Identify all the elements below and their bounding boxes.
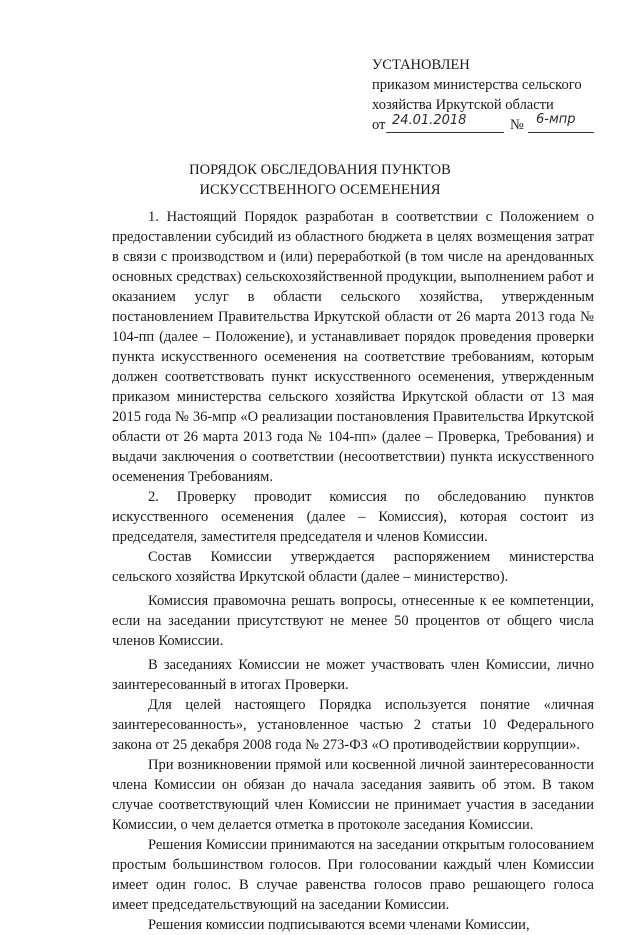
paragraph: Комиссия правомочна решать вопросы, отнесенные к ее компетенции, если на заседании присутствуют не менее 50 процентов от общего числа членов Комиссии.	[112, 593, 594, 649]
stamp-date-row	[372, 112, 622, 135]
stamp-order-line-2: хозяйства Иркутской области	[372, 97, 554, 113]
paragraph: Для целей настоящего Порядка используется понятие «личная заинтересованность», установленное частью 2 статьи 10 Федерального закона от 25 декабря 2008 года № 273-ФЗ «О противодействии коррупции».	[112, 697, 594, 753]
stamp-number-label: №	[510, 117, 524, 133]
stamp-heading: УСТАНОВЛЕН	[372, 57, 470, 73]
stamp-from-label: от	[372, 117, 386, 133]
document-body	[112, 207, 594, 935]
paragraph: В заседаниях Комиссии не может участвовать член Комиссии, лично заинтересованный в итогах Проверки.	[112, 657, 594, 693]
title-line-2: ИСКУССТВЕННОГО ОСЕМЕНЕНИЯ	[199, 182, 441, 198]
paragraph: Решения Комиссии принимаются на заседании открытым голосованием простым большинством голосов. При голосовании каждый член Комиссии имеет один голос. В случае равенства голосов право решающего голоса имеет председательствующий на заседании Комиссии.	[112, 837, 594, 913]
stamp-order-line-1: приказом министерства сельского	[372, 77, 582, 93]
paragraph: При возникновении прямой или косвенной личной заинтересованности члена Комиссии он обязан до начала заседания заявить об этом. В таком случае соответствующий член Комиссии не принимает участия в заседании Комиссии, о чем делается отметка в протоколе заседания Комиссии.	[112, 757, 594, 833]
handwritten-number: 6-мпр	[536, 112, 576, 127]
paragraph: 1. Настоящий Порядок разработан в соответствии с Положением о предоставлении субсидий из областного бюджета в целях возмещения затрат в связи с производством и (или) переработкой (в том числе на арендованных основных средствах) сельскохозяйственной продукции, выполнением работ и оказанием услуг в области сельского хозяйства, утвержденным постановлением Правительства Иркутской области от 26 марта 2013 года № 104-пп (далее – Положение), и устанавливает порядок проведения проверки пункта искусственного осеменения на соответствие требованиям, которым должен соответствовать пункт искусственного осеменения, утвержденным приказом министерства сельского хозяйства Иркутской области от 13 мая 2015 года № 36-мпр «О реализации постановления Правительства Иркутской области от 26 марта 2013 года № 104-пп» (далее – Проверка, Требования) и выдачи заключения о соответствии (несоответствии) пункта искусственного осеменения Требованиям.	[112, 209, 594, 485]
title-line-1: ПОРЯДОК ОБСЛЕДОВАНИЯ ПУНКТОВ	[189, 162, 451, 178]
number-underline	[528, 132, 594, 133]
approval-stamp	[372, 55, 622, 135]
paragraph: Состав Комиссии утверждается распоряжением министерства сельского хозяйства Иркутской области (далее – министерство).	[112, 549, 594, 585]
handwritten-date: 24.01.2018	[392, 113, 467, 128]
paragraph: Решения комиссии подписываются всеми членами Комиссии,	[148, 917, 530, 933]
date-underline	[386, 132, 504, 133]
paragraph: 2. Проверку проводит комиссия по обследованию пунктов искусственного осеменения (далее – Комиссия), которая состоит из председателя, заместителя председателя и членов Комиссии.	[112, 489, 594, 545]
document-title	[0, 160, 640, 200]
